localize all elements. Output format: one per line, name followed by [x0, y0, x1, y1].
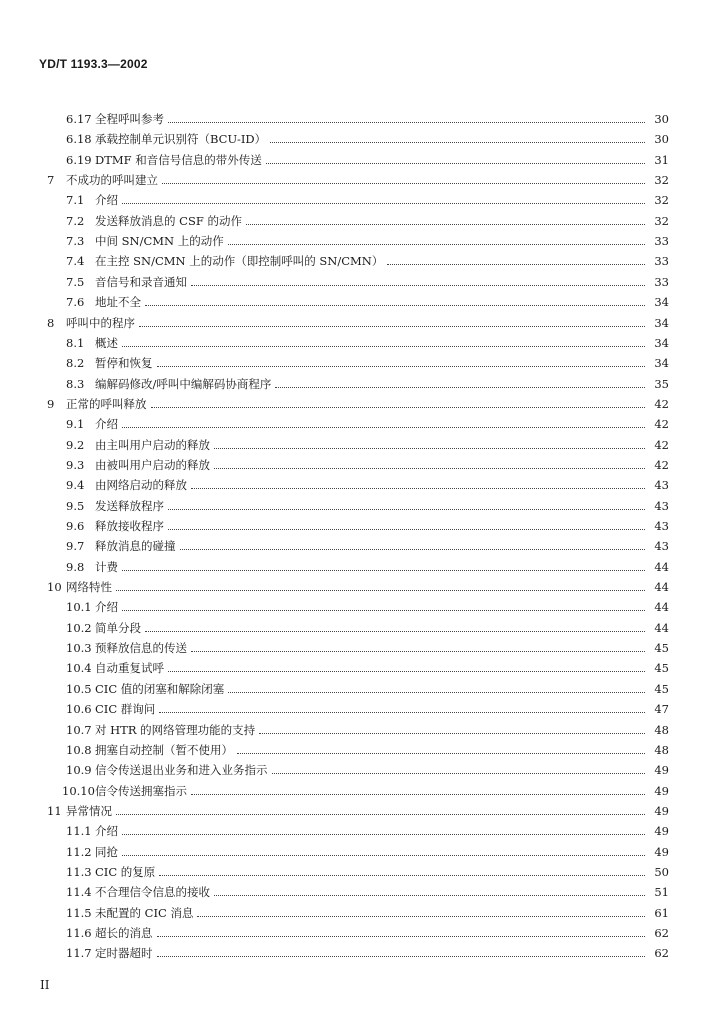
toc-entry-page: 34 — [654, 335, 669, 350]
toc-entry-number: 9.3 — [66, 457, 85, 472]
toc-leader-dots — [246, 224, 645, 225]
toc-entry[interactable] — [66, 904, 669, 920]
toc-entry-title: CIC 群询问 — [95, 702, 156, 717]
toc-entry-page: 44 — [654, 620, 669, 635]
toc-entry-page: 34 — [654, 356, 669, 371]
toc-entry[interactable] — [66, 700, 669, 716]
toc-entry[interactable] — [66, 212, 669, 228]
document-id-header: YD/T 1193.3—2002 — [39, 57, 148, 71]
toc-entry-number: 7.4 — [66, 254, 85, 269]
toc-entry[interactable] — [66, 822, 669, 838]
toc-entry-title: 呼叫中的程序 — [66, 315, 135, 330]
toc-entry-number: 7.3 — [66, 234, 85, 249]
toc-entry-page: 42 — [654, 437, 669, 452]
toc-leader-dots — [145, 631, 645, 632]
toc-entry-title: 地址不全 — [95, 295, 141, 310]
toc-entry-title: 编解码修改/呼叫中编解码协商程序 — [95, 376, 272, 391]
toc-leader-dots — [157, 366, 646, 367]
toc-leader-dots — [157, 936, 646, 937]
toc-entry-number: 8.1 — [66, 335, 85, 350]
toc-leader-dots — [191, 794, 645, 795]
toc-leader-dots — [122, 855, 645, 856]
toc-leader-dots — [266, 163, 645, 164]
toc-leader-dots — [259, 733, 645, 734]
toc-entry[interactable] — [66, 456, 669, 472]
toc-entry-number: 10.2 — [66, 620, 92, 635]
toc-entry-number: 7 — [47, 173, 55, 188]
toc-entry-number: 9.6 — [66, 519, 85, 533]
toc-entry-page: 62 — [654, 926, 669, 940]
toc-leader-dots — [180, 549, 646, 550]
toc-entry-page: 61 — [654, 905, 669, 920]
toc-leader-dots — [139, 326, 645, 327]
toc-entry-title: 发送释放消息的 CSF 的动作 — [95, 213, 242, 228]
toc-entry-number: 10.10 — [62, 783, 95, 798]
toc-entry-number: 9 — [47, 396, 55, 411]
toc-entry-title: 由主叫用户启动的释放 — [95, 437, 210, 452]
toc-entry[interactable] — [47, 578, 669, 594]
toc-entry[interactable] — [47, 314, 669, 330]
toc-entry-number: 9.2 — [66, 437, 85, 452]
toc-entry-number: 11.5 — [66, 905, 92, 920]
toc-entry[interactable] — [62, 782, 669, 798]
toc-entry-title: 网络特性 — [66, 580, 112, 595]
toc-leader-dots — [116, 814, 645, 815]
toc-entry-title: 定时器超时 — [95, 946, 153, 961]
toc-leader-dots — [122, 570, 645, 571]
toc-leader-dots — [122, 610, 645, 611]
toc-entry-page: 42 — [654, 457, 669, 472]
page-number-footer: II — [40, 978, 50, 992]
toc-entry-title: DTMF 和音信号信息的带外传送 — [95, 152, 262, 167]
toc-entry-page: 44 — [654, 580, 669, 595]
toc-entry-title: 预释放信息的传送 — [95, 641, 187, 656]
toc-entry-number: 10.8 — [66, 742, 92, 757]
toc-entry-number: 7.5 — [66, 274, 85, 289]
toc-entry[interactable] — [66, 659, 669, 675]
toc-entry-page: 30 — [654, 112, 669, 126]
toc-entry[interactable] — [66, 924, 669, 940]
toc-leader-dots — [122, 834, 645, 835]
toc-entry-page: 50 — [654, 864, 669, 879]
toc-entry-number: 10.3 — [66, 641, 92, 656]
toc-entry-number: 11.4 — [66, 885, 92, 900]
toc-entry[interactable] — [66, 476, 669, 492]
toc-entry-page: 43 — [654, 498, 669, 513]
toc-leader-dots — [272, 773, 646, 774]
toc-entry-page: 45 — [654, 661, 669, 676]
toc-entry-number: 9.1 — [66, 417, 85, 432]
toc-leader-dots — [162, 183, 645, 184]
toc-entry[interactable] — [66, 619, 669, 635]
toc-entry-title: 超长的消息 — [95, 926, 153, 940]
toc-entry-title: 概述 — [95, 335, 118, 350]
toc-entry-number: 8 — [47, 315, 55, 330]
toc-entry-number: 9.7 — [66, 539, 85, 554]
toc-entry-title: 介绍 — [95, 600, 118, 615]
toc-entry-number: 6.19 — [66, 152, 92, 167]
toc-entry-title: 对 HTR 的网络管理功能的支持 — [95, 722, 256, 737]
toc-entry-title: 信令传送拥塞指示 — [95, 783, 187, 798]
toc-entry-number: 9.4 — [66, 478, 85, 493]
toc-entry-title: 同抢 — [95, 844, 118, 859]
toc-entry-title: 释放接收程序 — [95, 519, 164, 533]
toc-entry[interactable] — [66, 761, 669, 777]
toc-leader-dots — [228, 244, 645, 245]
toc-leader-dots — [151, 407, 646, 408]
toc-entry-title: 由被叫用户启动的释放 — [95, 457, 210, 472]
toc-entry-title: 自动重复试呼 — [95, 661, 164, 676]
toc-leader-dots — [275, 387, 645, 388]
toc-leader-dots — [168, 509, 645, 510]
toc-entry[interactable] — [66, 639, 669, 655]
toc-entry-page: 42 — [654, 417, 669, 432]
toc-entry[interactable] — [66, 334, 669, 350]
toc-entry[interactable] — [66, 680, 669, 696]
toc-entry-page: 45 — [654, 641, 669, 656]
toc-entry-number: 10.1 — [66, 600, 92, 615]
toc-entry[interactable] — [66, 130, 669, 146]
toc-leader-dots — [145, 305, 645, 306]
toc-entry-number: 11.6 — [66, 926, 92, 940]
toc-entry-title: 音信号和录音通知 — [95, 274, 187, 289]
toc-leader-dots — [122, 203, 645, 204]
toc-leader-dots — [214, 895, 645, 896]
toc-entry-page: 43 — [654, 519, 669, 533]
toc-entry-page: 44 — [654, 559, 669, 574]
toc-entry-page: 42 — [654, 396, 669, 411]
toc-leader-dots — [197, 916, 645, 917]
toc-entry-page: 32 — [654, 193, 669, 208]
toc-leader-dots — [122, 346, 645, 347]
toc-entry[interactable] — [66, 354, 669, 370]
toc-entry[interactable] — [47, 802, 669, 818]
toc-entry[interactable] — [66, 497, 669, 513]
toc-entry-page: 48 — [654, 722, 669, 737]
toc-leader-dots — [387, 264, 645, 265]
toc-entry-title: 正常的呼叫释放 — [66, 396, 147, 411]
toc-entry-number: 7.2 — [66, 213, 85, 228]
toc-leader-dots — [228, 692, 645, 693]
toc-entry-number: 11 — [47, 803, 62, 818]
toc-entry-number: 8.3 — [66, 376, 85, 391]
toc-entry-number: 6.17 — [66, 112, 92, 126]
toc-entry-title: 全程呼叫参考 — [95, 112, 164, 126]
toc-entry-number: 10.7 — [66, 722, 92, 737]
toc-entry-page: 49 — [654, 824, 669, 839]
toc-entry[interactable] — [66, 537, 669, 553]
toc-entry-number: 11.7 — [66, 946, 92, 961]
toc-leader-dots — [214, 468, 645, 469]
toc-entry-title: 介绍 — [95, 824, 118, 839]
toc-entry-title: 介绍 — [95, 193, 118, 208]
toc-entry-page: 43 — [654, 539, 669, 554]
toc-entry[interactable] — [66, 558, 669, 574]
toc-entry[interactable] — [47, 171, 669, 187]
toc-entry-page: 49 — [654, 803, 669, 818]
toc-entry-title: 未配置的 CIC 消息 — [95, 905, 194, 920]
toc-entry[interactable] — [66, 151, 669, 167]
toc-entry-page: 47 — [654, 702, 669, 717]
toc-entry[interactable] — [66, 293, 669, 309]
toc-leader-dots — [159, 712, 645, 713]
toc-entry-page: 49 — [654, 763, 669, 778]
toc-leader-dots — [191, 488, 645, 489]
toc-entry-title: 拥塞自动控制（暂不使用） — [95, 742, 233, 757]
toc-entry-title: 异常情况 — [66, 803, 112, 818]
toc-entry[interactable] — [66, 741, 669, 757]
toc-entry[interactable] — [66, 415, 669, 431]
toc-entry[interactable] — [66, 843, 669, 859]
toc-entry[interactable] — [66, 436, 669, 452]
toc-leader-dots — [270, 142, 645, 143]
toc-leader-dots — [168, 671, 645, 672]
toc-entry-page: 45 — [654, 681, 669, 696]
toc-entry[interactable] — [66, 232, 669, 248]
toc-entry-page: 32 — [654, 173, 669, 188]
toc-entry-title: 在主控 SN/CMN 上的动作（即控制呼叫的 SN/CMN） — [95, 254, 384, 269]
toc-entry-title: CIC 的复原 — [95, 864, 156, 879]
toc-entry-page: 49 — [654, 783, 669, 798]
toc-entry-page: 51 — [654, 885, 669, 900]
toc-entry-page: 35 — [654, 376, 669, 391]
toc-entry-number: 11.1 — [66, 824, 92, 839]
toc-leader-dots — [191, 651, 645, 652]
toc-entry-number: 10.4 — [66, 661, 92, 676]
toc-leader-dots — [214, 448, 645, 449]
toc-entry-number: 9.5 — [66, 498, 85, 513]
toc-entry-number: 7.6 — [66, 295, 85, 310]
toc-entry-page: 33 — [654, 274, 669, 289]
toc-entry-page: 43 — [654, 478, 669, 493]
toc-entry[interactable] — [66, 883, 669, 899]
toc-entry-title: CIC 值的闭塞和解除闭塞 — [95, 681, 225, 696]
toc-entry-number: 10.5 — [66, 681, 92, 696]
toc-entry-number: 7.1 — [66, 193, 85, 208]
toc-leader-dots — [157, 956, 646, 957]
toc-entry-title: 释放消息的碰撞 — [95, 539, 176, 554]
toc-entry-title: 由网络启动的释放 — [95, 478, 187, 493]
toc-entry-title: 不合理信令信息的接收 — [95, 885, 210, 900]
toc-entry[interactable] — [66, 191, 669, 207]
toc-entry-title: 暂停和恢复 — [95, 356, 153, 371]
toc-leader-dots — [237, 753, 645, 754]
toc-entry-title: 介绍 — [95, 417, 118, 432]
toc-entry-number: 10.6 — [66, 702, 92, 717]
toc-entry-number: 11.3 — [66, 864, 92, 879]
toc-entry[interactable] — [66, 863, 669, 879]
toc-entry-page: 30 — [654, 132, 669, 147]
toc-entry-page: 34 — [654, 315, 669, 330]
toc-leader-dots — [159, 875, 645, 876]
toc-entry-title: 承载控制单元识别符（BCU-ID） — [95, 132, 267, 147]
toc-entry-title: 简单分段 — [95, 620, 141, 635]
toc-entry-number: 11.2 — [66, 844, 92, 859]
toc-entry-page: 32 — [654, 213, 669, 228]
toc-entry-page: 44 — [654, 600, 669, 615]
toc-entry-page: 34 — [654, 295, 669, 310]
toc-entry[interactable] — [66, 721, 669, 737]
toc-entry[interactable] — [66, 252, 669, 268]
toc-entry[interactable] — [66, 517, 669, 533]
toc-leader-dots — [116, 590, 645, 591]
toc-entry-page: 33 — [654, 234, 669, 249]
toc-entry-title: 发送释放程序 — [95, 498, 164, 513]
toc-leader-dots — [122, 427, 645, 428]
toc-entry-title: 计费 — [95, 559, 118, 574]
toc-leader-dots — [168, 529, 645, 530]
toc-entry-title: 信令传送退出业务和进入业务指示 — [95, 763, 268, 778]
toc-entry-number: 10 — [47, 580, 62, 595]
toc-leader-dots — [168, 122, 645, 123]
toc-entry-page: 33 — [654, 254, 669, 269]
toc-entry-title: 不成功的呼叫建立 — [66, 173, 158, 188]
toc-entry-page: 49 — [654, 844, 669, 859]
toc-leader-dots — [191, 285, 645, 286]
toc-entry[interactable] — [66, 375, 669, 391]
toc-entry-page: 48 — [654, 742, 669, 757]
toc-entry-number: 8.2 — [66, 356, 85, 371]
toc-entry-page: 62 — [654, 946, 669, 961]
toc-entry[interactable] — [66, 598, 669, 614]
toc-entry[interactable] — [47, 395, 669, 411]
toc-entry-number: 10.9 — [66, 763, 92, 778]
toc-entry[interactable] — [66, 944, 669, 960]
toc-entry-number: 9.8 — [66, 559, 85, 574]
toc-entry-page: 31 — [654, 152, 669, 167]
toc-entry[interactable] — [66, 273, 669, 289]
toc-entry-number: 6.18 — [66, 132, 92, 147]
toc-entry[interactable] — [66, 110, 669, 126]
toc-entry-title: 中间 SN/CMN 上的动作 — [95, 234, 224, 249]
